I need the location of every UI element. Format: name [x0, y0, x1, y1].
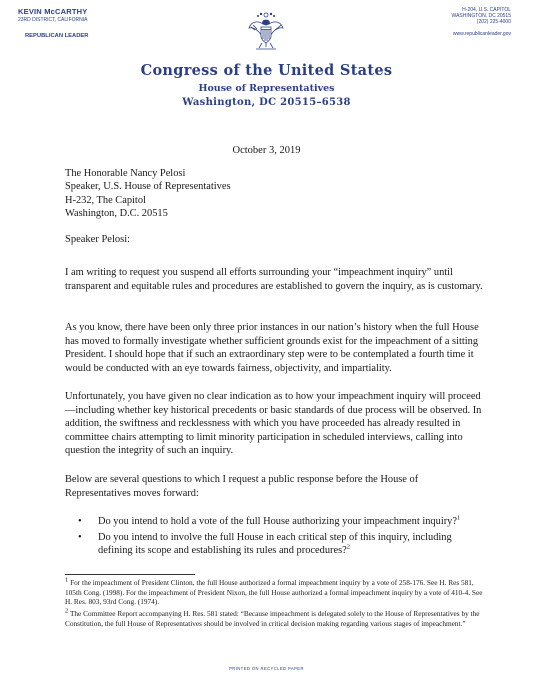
eagle-seal-icon — [247, 10, 285, 56]
house-city: Washington, DC 20515–6538 — [182, 97, 351, 108]
letterhead-left — [18, 7, 88, 39]
body-paragraph: Unfortunately, you have given no clear indication as to how your impeachment inquiry will proceed—including whether key historical precedents or basic standards of due process will be observed. In addition, the swiftness and recklessness with which you have proceeded has already resulted in committee chairs attempting to limit minority participation in scheduled interviews, calling into question the integrity of such an inquiry. — [65, 391, 482, 457]
footnote-text: For the impeachment of President Clinton, the full House authorized a formal impeachment inquiry by a vote of 258-176. See H. Res 581, 105th Cong. (1998). For the impeachment of President Nixon, the full House authorized a formal impeachment inquiry by a vote of 410-4. See H. Res. 803, 93rd Cong. (1974). — [65, 578, 483, 607]
body-paragraph: Below are several questions to which I request a public response before the House of Representatives moves forward: — [65, 474, 419, 499]
list-item — [78, 515, 488, 529]
body-paragraph: As you know, there have been only three prior instances in our nation’s history when the full House has moved to formally investigate whether sufficient grounds exist for the impeachment of a sitting President. I should hope that if such an extraordinary step were to be contemplated a fourth time it would be conducted with an eye towards fairness, objectivity, and impartiality. — [65, 322, 479, 374]
recipient-address — [65, 167, 231, 221]
body-paragraph: I am writing to request you suspend all efforts surrounding your “impeachment inquiry” until transparent and equitable rules and procedures are established to govern the inquiry, as is customary. — [65, 267, 483, 292]
congress-title: Congress of the United States — [140, 62, 393, 79]
footnote — [65, 609, 487, 628]
website-link[interactable]: www.republicanleader.gov — [452, 30, 511, 37]
question-text: Do you intend to involve the full House in each critical step of this inquiry, including defining its scope and establishing its rules and procedures? — [98, 531, 452, 557]
salutation: Speaker Pelosi: — [65, 234, 131, 245]
footnote-ref: 2 — [346, 543, 350, 551]
office-address: H-204, U.S. CAPITOL — [462, 7, 511, 13]
footnote-text: The Committee Report accompanying H. Res. 581 stated: “Because impeachment is delegated solely to the House of Representatives by the Constitution, the full House of Representatives should be involved in critical decision making regarding various stages of impeachment.” — [65, 609, 480, 628]
office-phone: (202) 225-4000 — [476, 19, 511, 26]
question-list — [78, 515, 488, 560]
recipient-line: H-232, The Capitol — [65, 194, 146, 206]
footnote — [65, 578, 487, 607]
recycled-paper-note: PRINTED ON RECYCLED PAPER — [229, 666, 304, 671]
footnote-ref: 1 — [456, 514, 461, 522]
footnote-divider — [65, 574, 195, 575]
letter-date: October 3, 2019 — [232, 145, 301, 156]
footnote-number: 2 — [65, 607, 69, 615]
member-district: 23RD DISTRICT, CALIFORNIA — [18, 17, 88, 23]
bullet-icon: • — [78, 516, 82, 527]
house-title: House of Representatives — [198, 83, 335, 94]
bullet-icon: • — [78, 531, 82, 543]
office-city: WASHINGTON, DC 20515 — [451, 13, 511, 20]
footnotes — [65, 578, 487, 631]
recipient-line: The Honorable Nancy Pelosi — [65, 168, 186, 179]
list-item — [78, 531, 488, 558]
letterhead-right — [452, 7, 511, 37]
recipient-line: Speaker, U.S. House of Representatives — [65, 181, 231, 193]
member-role: REPUBLICAN LEADER — [25, 33, 89, 39]
recipient-line: Washington, D.C. 20515 — [65, 208, 168, 220]
question-text: Do you intend to hold a vote of the full House authorizing your impeachment inquiry? — [98, 516, 457, 527]
footnote-number: 1 — [65, 576, 69, 584]
member-name: KEVIN McCARTHY — [18, 7, 88, 16]
